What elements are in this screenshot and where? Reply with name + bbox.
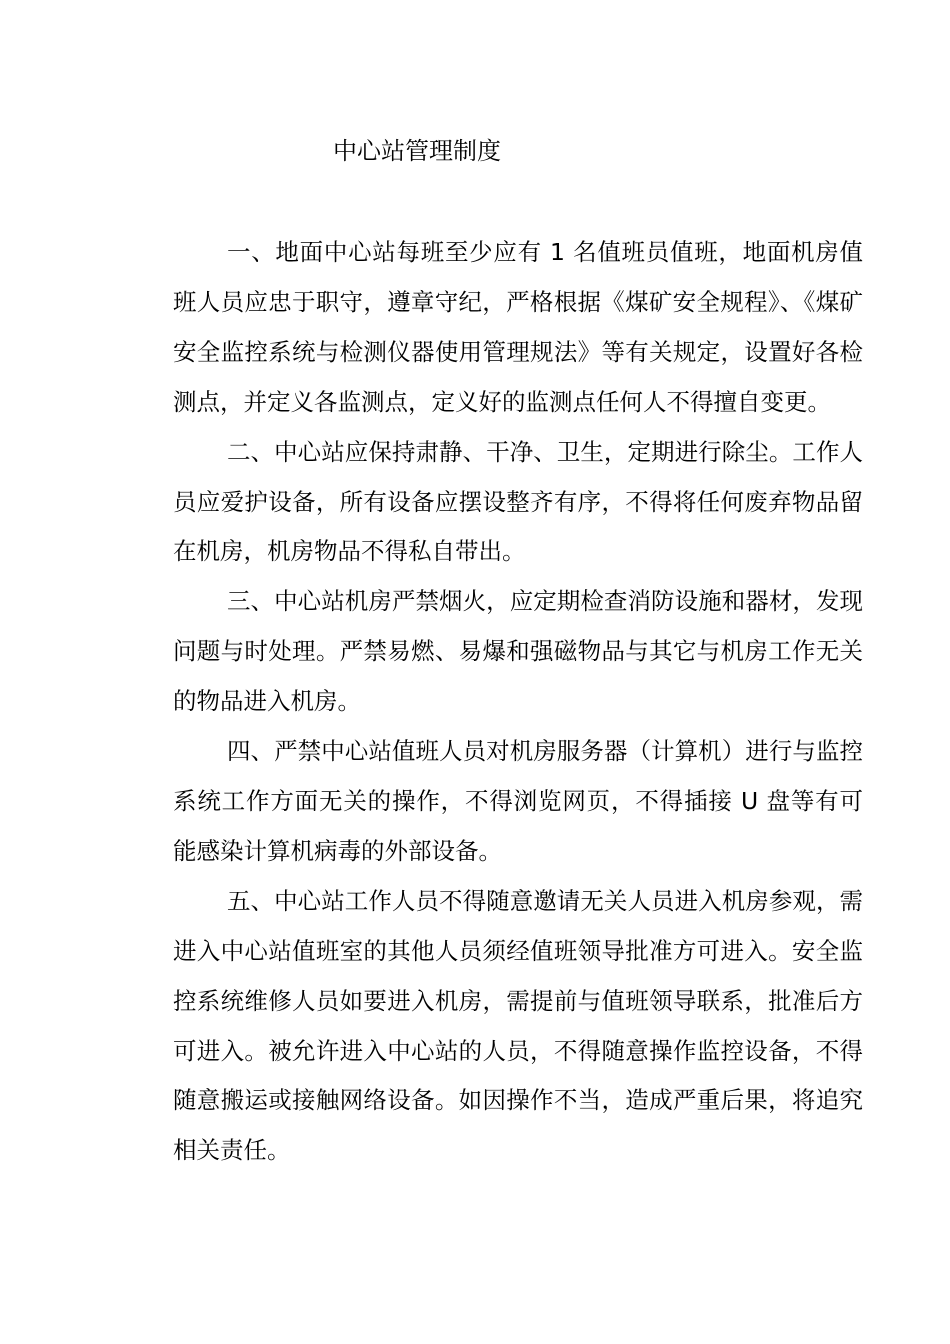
document-body [173, 228, 863, 1176]
paragraph-3: 三、中心站机房严禁烟火，应定期检查消防设施和器材，发现问题与时处理。严禁易燃、易爆和强磁物品与其它与机房工作无关的物品进入机房。 [173, 587, 863, 716]
paragraph-2: 二、中心站应保持肃静、干净、卫生，定期进行除尘。工作人员应爱护设备，所有设备应摆设整齐有序，不得将任何废弃物品留在机房，机房物品不得私自带出。 [173, 437, 863, 566]
document-title: 中心站管理制度 [333, 137, 501, 165]
paragraph-1: 一、地面中心站每班至少应有 1 名值班员值班，地面机房值班人员应忠于职守，遵章守纪，严格根据《煤矿安全规程》、《煤矿安全监控系统与检测仪器使用管理规法》等有关规定，设置好各检测点，并定义各监测点，定义好的监测点任何人不得擅自变更。 [173, 238, 863, 416]
paragraph-5: 五、中心站工作人员不得随意邀请无关人员进入机房参观，需进入中心站值班室的其他人员须经值班领导批准方可进入。安全监控系统维修人员如要进入机房，需提前与值班领导联系，批准后方可进入。被允许进入中心站的人员，不得随意操作监控设备，不得随意搬运或接触网络设备。如因操作不当，造成严重后果，将追究相关责任。 [173, 886, 863, 1165]
paragraph-4: 四、严禁中心站值班人员对机房服务器（计算机）进行与监控系统工作方面无关的操作，不得浏览网页，不得插接 U 盘等有可能感染计算机病毒的外部设备。 [173, 737, 863, 865]
